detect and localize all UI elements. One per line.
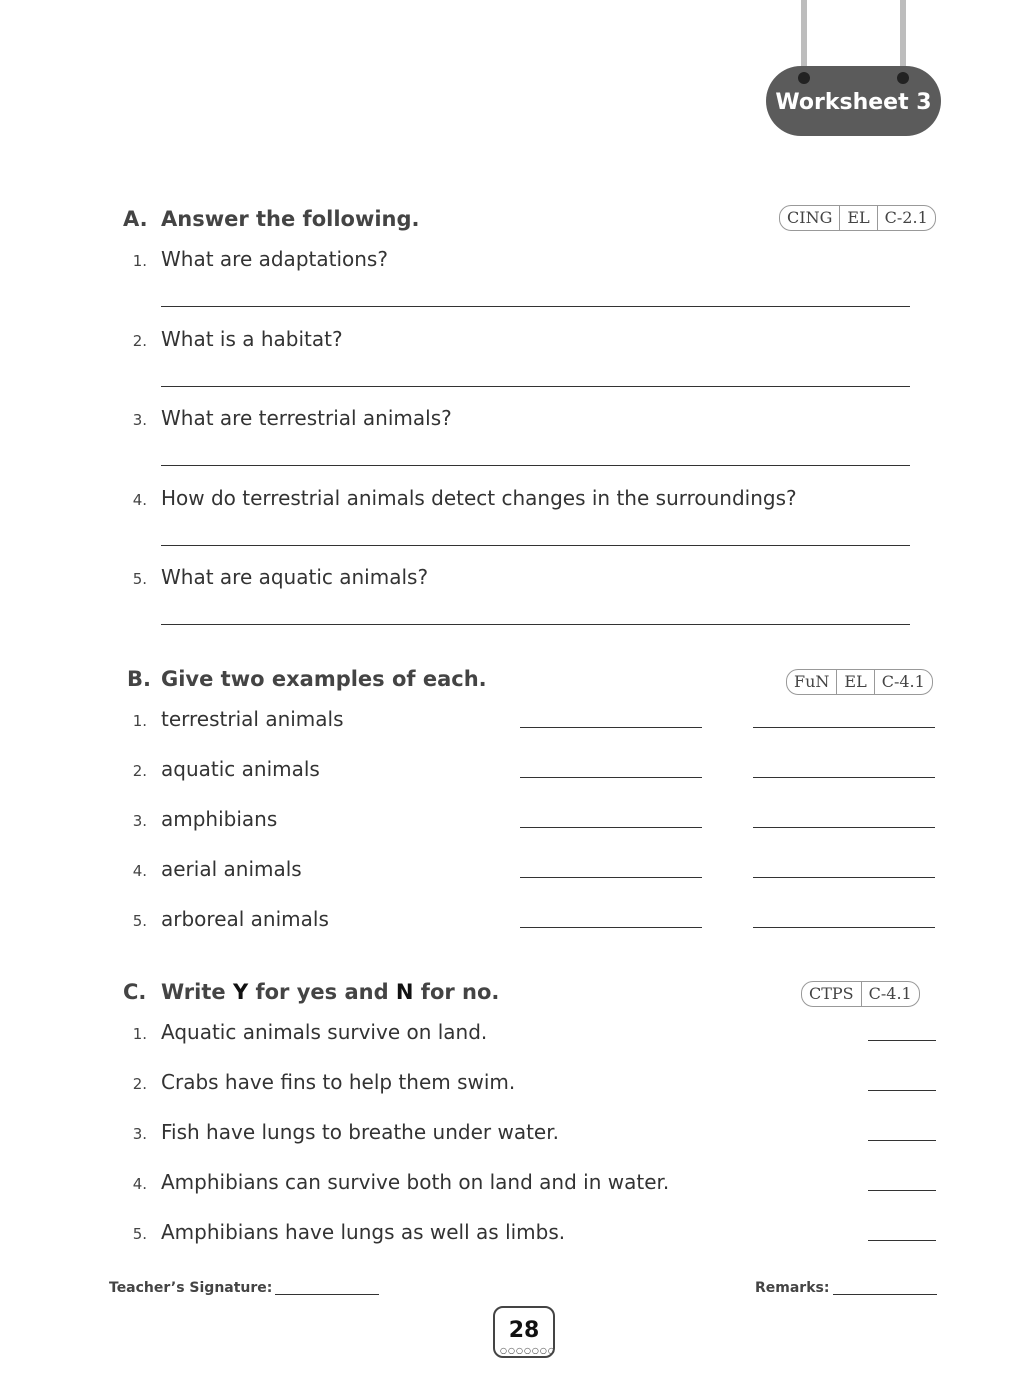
- question-number: 5.: [132, 912, 147, 930]
- section-b-letter: B.: [127, 667, 151, 691]
- example-line-1[interactable]: [520, 927, 702, 928]
- example-line-1[interactable]: [520, 777, 702, 778]
- page-number: 28: [493, 1306, 555, 1358]
- tag-hole-left: [798, 72, 810, 84]
- answer-line[interactable]: [161, 624, 910, 625]
- badge-code: C-4.1: [874, 670, 932, 694]
- remarks-line[interactable]: [833, 1294, 937, 1295]
- section-a-title: Answer the following.: [161, 207, 420, 231]
- badge-skill: FuN: [794, 672, 830, 691]
- badge-skill: CING: [787, 208, 833, 227]
- yes-no-answer-line[interactable]: [868, 1040, 936, 1041]
- question-text: What is a habitat?: [161, 327, 343, 351]
- title-part-y: Y: [232, 980, 249, 1004]
- answer-line[interactable]: [161, 306, 910, 307]
- title-part: for no.: [413, 980, 500, 1004]
- teacher-signature-label: Teacher’s Signature:: [109, 1280, 273, 1296]
- question-number: 2.: [132, 332, 147, 350]
- section-c-skill-badge: [801, 981, 920, 1007]
- question-number: 3.: [132, 1125, 147, 1143]
- yes-no-answer-line[interactable]: [868, 1140, 936, 1141]
- answer-line[interactable]: [161, 545, 910, 546]
- yes-no-answer-line[interactable]: [868, 1190, 936, 1191]
- question-text: Crabs have fins to help them swim.: [161, 1070, 516, 1094]
- example-line-2[interactable]: [753, 927, 935, 928]
- question-number: 3.: [132, 812, 147, 830]
- question-number: 3.: [132, 411, 147, 429]
- question-text: What are terrestrial animals?: [161, 406, 452, 430]
- question-number: 5.: [132, 1225, 147, 1243]
- badge-skill: EL: [839, 206, 876, 230]
- question-number: 4.: [132, 862, 147, 880]
- example-line-1[interactable]: [520, 827, 702, 828]
- answer-line[interactable]: [161, 465, 910, 466]
- question-text: arboreal animals: [161, 907, 329, 931]
- question-text: aerial animals: [161, 857, 302, 881]
- example-line-1[interactable]: [520, 877, 702, 878]
- tag-string-left: [801, 0, 807, 74]
- teacher-signature-line[interactable]: [275, 1294, 379, 1295]
- question-text: What are adaptations?: [161, 247, 388, 271]
- question-number: 1.: [132, 1025, 147, 1043]
- section-c-letter: C.: [123, 980, 147, 1004]
- yes-no-answer-line[interactable]: [868, 1240, 936, 1241]
- badge-skill: EL: [836, 670, 873, 694]
- question-text: aquatic animals: [161, 757, 320, 781]
- example-line-2[interactable]: [753, 877, 935, 878]
- tag-string-right: [900, 0, 906, 74]
- question-number: 5.: [132, 570, 147, 588]
- worksheet-tag: Worksheet 3: [766, 66, 941, 136]
- tag-hole-right: [897, 72, 909, 84]
- example-line-1[interactable]: [520, 727, 702, 728]
- question-number: 2.: [132, 1075, 147, 1093]
- yes-no-answer-line[interactable]: [868, 1090, 936, 1091]
- title-part-n: N: [395, 980, 414, 1004]
- question-text: amphibians: [161, 807, 278, 831]
- question-number: 2.: [132, 762, 147, 780]
- question-text: Fish have lungs to breathe under water.: [161, 1120, 559, 1144]
- question-text: Amphibians can survive both on land and in water.: [161, 1170, 670, 1194]
- question-text: How do terrestrial animals detect changes in the surroundings?: [161, 486, 797, 510]
- question-text: terrestrial animals: [161, 707, 344, 731]
- question-text: What are aquatic animals?: [161, 565, 429, 589]
- example-line-2[interactable]: [753, 827, 935, 828]
- page-decoration: ○○○○○○○: [500, 1346, 556, 1355]
- question-text: Amphibians have lungs as well as limbs.: [161, 1220, 566, 1244]
- section-a-letter: A.: [123, 207, 148, 231]
- section-b-title: Give two examples of each.: [161, 667, 487, 691]
- answer-line[interactable]: [161, 386, 910, 387]
- question-number: 4.: [132, 1175, 147, 1193]
- question-number: 1.: [132, 712, 147, 730]
- example-line-2[interactable]: [753, 777, 935, 778]
- section-c-title: [161, 980, 499, 1004]
- question-number: 4.: [132, 491, 147, 509]
- badge-code: C-2.1: [877, 206, 935, 230]
- title-part: Write: [161, 980, 233, 1004]
- example-line-2[interactable]: [753, 727, 935, 728]
- section-b-skill-badge: [786, 669, 933, 695]
- question-number: 1.: [132, 252, 147, 270]
- section-a-skill-badge: [779, 205, 936, 231]
- badge-code: C-4.1: [861, 982, 919, 1006]
- remarks-label: Remarks:: [755, 1280, 830, 1296]
- badge-skill: CTPS: [809, 984, 854, 1003]
- question-text: Aquatic animals survive on land.: [161, 1020, 488, 1044]
- title-part: for yes and: [248, 980, 396, 1004]
